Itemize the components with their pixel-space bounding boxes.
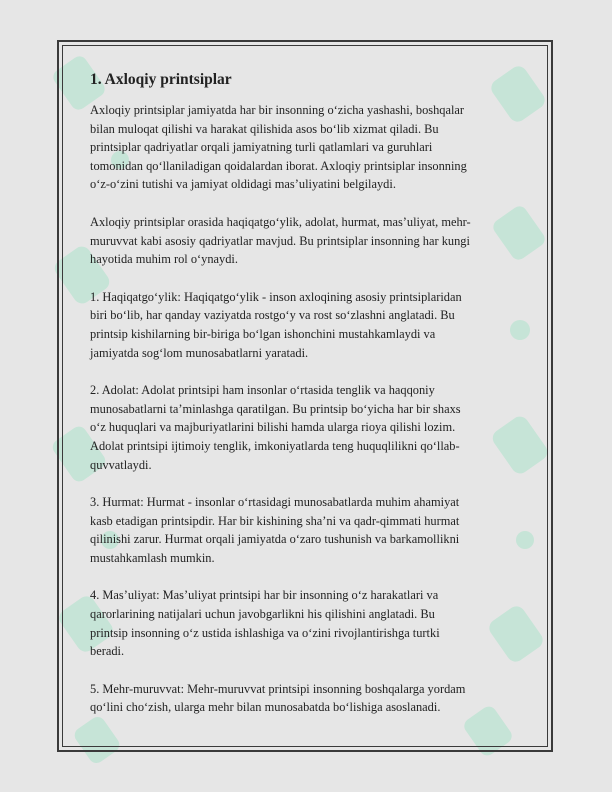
paragraph-intro: Axloqiy printsiplar jamiyatda har bir insonning o‘zicha yashashi, boshqalar bilan muloqat qilishi va harakat qilishida asos bo‘lib xizmat qiladi. Bu printsiplar qadriyatlar orqali jamiyatning turli qatlamlari va guruhlari tomonidan qo‘llaniladigan qoidalardan iborat. Axloqiy printsiplar insonning o‘z-o‘zini tutishi va jamiyat oldidagi mas’uliyatini belgilaydi. xyxy=(90,103,467,192)
section-heading: 1. Axloqiy printsiplar xyxy=(90,71,232,88)
paragraph-kindness: 5. Mehr-muruvvat: Mehr-muruvvat printsipi insonning boshqalarga yordam qo‘lini cho‘zish, ularga mehr bilan munosabatda bo‘lishiga asoslanadi. xyxy=(90,681,466,715)
paragraph-respect: 3. Hurmat: Hurmat - insonlar o‘rtasidagi munosabatlarda muhim ahamiyat kasb etadigan printsipdir. Har bir kishining sha’ni va qadr-qimmati hurmat qilinishi zarur. Hurmat orqali jamiyatda o‘zaro tushunish va barkamollikni mustahkamlash mumkin. xyxy=(90,495,460,565)
paragraph-justice: 2. Adolat: Adolat printsipi ham insonlar o‘rtasida tenglik va haqqoniy munosabatlarni ta’minlashga qaratilgan. Bu printsip bo‘yicha har bir shaxs o‘z huquqlari va majburiyatlarini bilishi hamda ularga rioya qilishi lozim. Adolat printsipi ijtimoiy tenglik, imkoniyatlarda teng huquqlilikni qo‘llab- quvvatlaydi. xyxy=(90,383,461,472)
paragraph-values: Axloqiy printsiplar orasida haqiqatgo‘ylik, adolat, hurmat, mas’uliyat, mehr- muruvvat kabi asosiy qadriyatlar mavjud. Bu printsiplar insonning har kungi hayotida muhim rol o‘ynaydi. xyxy=(90,214,471,267)
paragraph-responsibility: 4. Mas’uliyat: Mas’uliyat printsipi har bir insonning o‘z harakatlari va qarorlarining natijalari uchun javobgarlikni his qilishini anglatadi. Bu printsip insonning o‘z ustida ishlashiga va o‘zini rivojlantirishga turtki beradi. xyxy=(90,588,440,659)
document-body xyxy=(90,70,530,736)
paragraph-honesty: 1. Haqiqatgo‘ylik: Haqiqatgo‘ylik - inson axloqining asosiy printsiplaridan biri bo‘lib, har qanday vaziyatda rostgo‘y va rost so‘zlashni anglatadi. Bu printsip kishilarning bir-biriga bo‘lgan ishonchini mustahkamlaydi va jamiyatda sog‘lom munosabatlarni yaratadi. xyxy=(90,289,462,360)
